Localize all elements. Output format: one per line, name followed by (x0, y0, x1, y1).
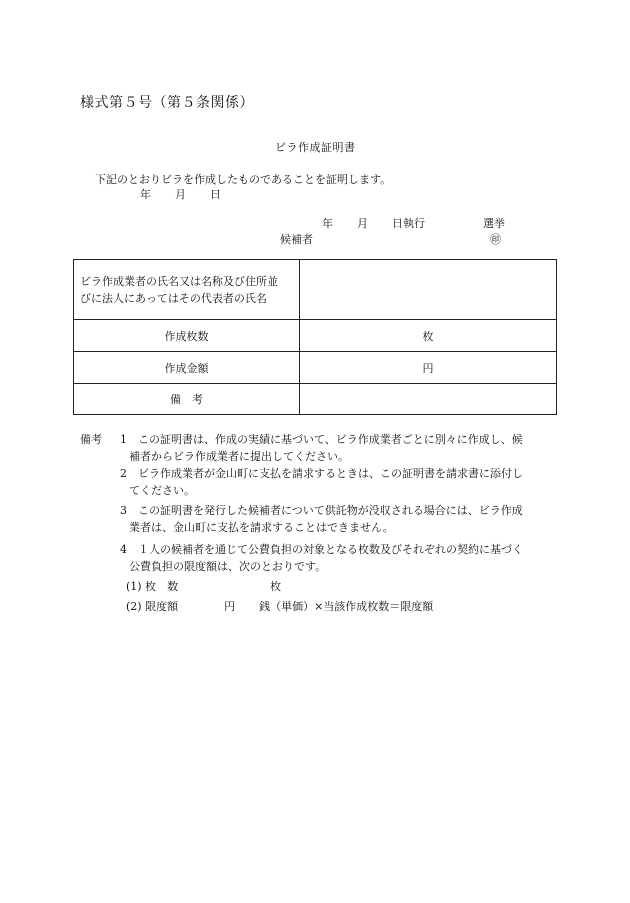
maker-name-label-line2: びに法人にあってはその代表者の氏名 (80, 291, 267, 305)
maker-name-label-line1: ビラ作成業者の氏名又は名称及び住所並 (80, 274, 278, 288)
candidate-label: 候補者 (280, 233, 313, 246)
note-4-item-1 (126, 578, 281, 595)
maker-name-value[interactable] (300, 260, 557, 320)
document-title: ビラ作成証明書 (275, 141, 356, 154)
date-month: 月 (175, 188, 186, 201)
exec-day: 日執行 (392, 217, 425, 230)
date-day: 日 (210, 188, 221, 201)
remarks-value[interactable] (300, 384, 557, 415)
note-2-line1: 2 ビラ作成業者が金山町に支払を請求するときは、この証明書を請求書に添付し (120, 467, 523, 480)
table-row (74, 352, 557, 384)
certificate-table (73, 259, 557, 415)
note-3-line2: 業者は、金山町に支払を請求することはできません。 (129, 521, 394, 534)
item2-yen: 円 (224, 600, 236, 613)
exec-year: 年 (322, 217, 333, 230)
amount-value[interactable] (300, 352, 557, 384)
notes-heading: 備考 (80, 433, 102, 446)
amount-unit: 円 (422, 361, 434, 375)
table-row (74, 320, 557, 352)
note-3-line1: 3 この証明書を発行した候補者について供託物が没収される場合には、ビラ作成 (120, 504, 523, 517)
remarks-label: 備 考 (74, 384, 300, 415)
note-2-line2: てください。 (129, 484, 195, 497)
quantity-unit: 枚 (422, 329, 434, 343)
table-row (74, 384, 557, 415)
note-4-line1: 4 １人の候補者を通じて公費負担の対象となる枚数及びそれぞれの契約に基づく (120, 543, 523, 556)
quantity-value[interactable] (300, 320, 557, 352)
table-row (74, 260, 557, 320)
exec-month: 月 (357, 217, 368, 230)
seal-mark: ㊞ (490, 233, 501, 246)
item2-formula: 銭（単価）×当該作成枚数＝限度額 (259, 600, 434, 613)
maker-name-label (74, 260, 300, 320)
intro-text: 下記のとおりビラを作成したものであることを証明します。 (95, 173, 392, 186)
quantity-label: 作成枚数 (74, 320, 300, 352)
note-4-item-2 (126, 598, 433, 615)
form-number: 様式第５号（第５条関係） (80, 95, 254, 111)
item2-label: (2) 限度額 (126, 600, 179, 613)
item1-label: (1) 枚 数 (126, 580, 179, 593)
execution-line (322, 215, 505, 231)
amount-label: 作成金額 (74, 352, 300, 384)
election-label: 選挙 (483, 217, 505, 230)
note-4-line2: 公費負担の限度額は、次のとおりです。 (129, 560, 327, 573)
item1-unit: 枚 (270, 580, 282, 593)
issue-date-line (140, 186, 221, 202)
note-1-line1: 1 この証明書は、作成の実績に基づいて、ビラ作成業者ごとに別々に作成し、候 (120, 433, 523, 446)
note-1-line2: 補者からビラ作成業者に提出してください。 (129, 450, 349, 463)
date-year: 年 (140, 188, 151, 201)
